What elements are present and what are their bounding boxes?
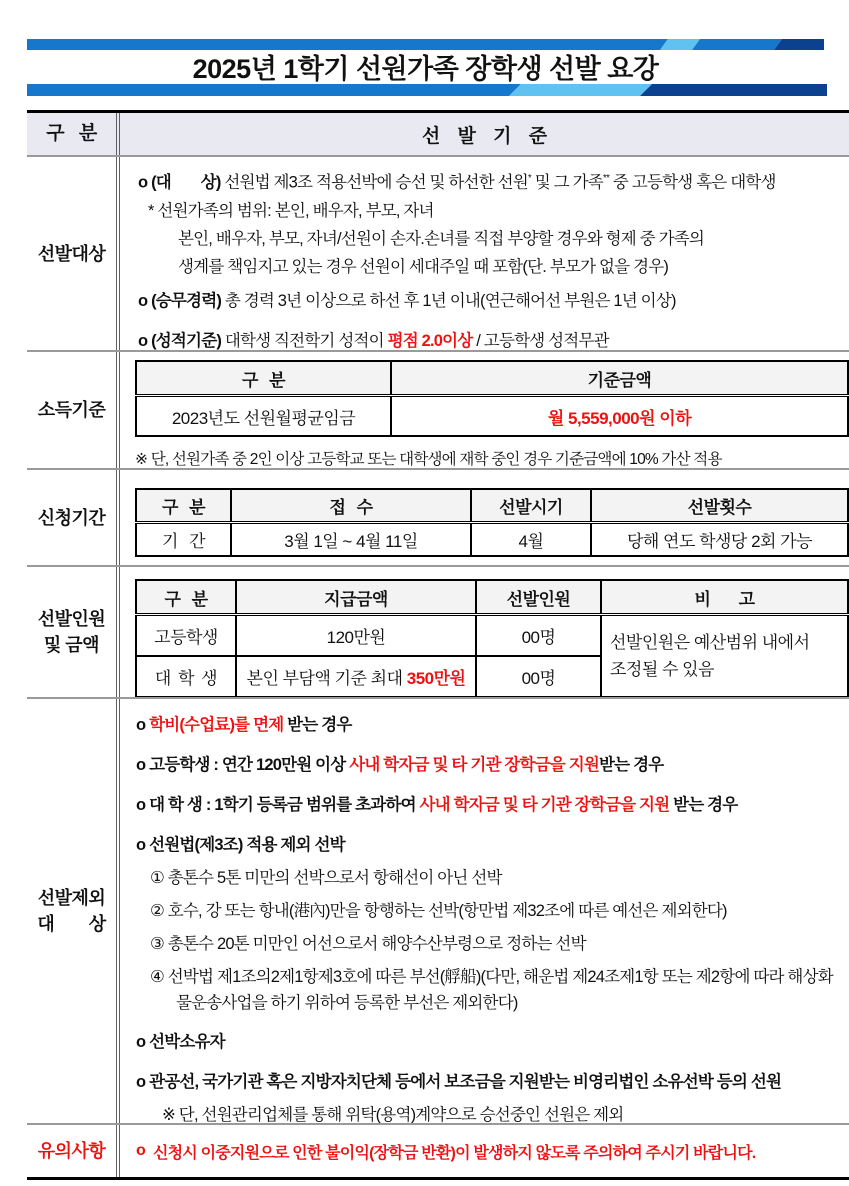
income-header-amount: 기준금액: [391, 361, 848, 396]
period-row-time: 4월: [471, 523, 591, 557]
period-row-category: 기 간: [136, 523, 231, 557]
period-table: [135, 488, 849, 557]
amount-header-payment: 지급금액: [236, 580, 476, 615]
row-amount-label-line2: 및 금액: [43, 635, 100, 655]
target-line1-bold: (대 상): [151, 173, 221, 192]
bullet: o: [136, 836, 146, 854]
period-header-time: 선발시기: [471, 489, 591, 523]
target-line5-text: 총 경력 3년 이상으로 하선 후 1년 이내(연근해어선 부원은 1년 이상): [221, 291, 676, 310]
target-line6: [138, 327, 849, 351]
amount-row2-payment-text: 본인 부담액 기준 최대: [246, 669, 407, 688]
header-category: 구 분: [27, 113, 120, 155]
exclusion-item-2: ② 호수, 강 또는 항내(港內)만을 항행하는 선박(항만법 제32조에 따른 예선은 제외한다): [150, 902, 727, 920]
exclusion-bullet-3: [136, 791, 849, 819]
amount-row1-count: 00명: [476, 615, 601, 657]
income-table: [135, 360, 849, 437]
bar-segment-navy: [640, 84, 827, 96]
exclusion-bullet-4: [136, 831, 849, 859]
row-exclusion-label-line1: 선발제외: [37, 888, 106, 908]
banner-bottom-bar: [27, 83, 827, 101]
amount-remark-line1: 선발인원은 예산범위 내에서: [610, 633, 810, 652]
bullet: o: [138, 291, 148, 310]
exclusion-item-4: ④ 선박법 제1조의2제1항제3호에 따른 부선(艀船)(다만, 해운법 제24조제1항 또는 제2항에 따라 해상화물운송사업을 하기 위하여 등록한 부선은 제외한다): [150, 968, 833, 1012]
bullet: o: [138, 331, 148, 350]
row-target-content: [120, 157, 849, 350]
row-income: [27, 350, 849, 468]
row-period-content: [120, 470, 849, 565]
row-exclusion: [27, 697, 849, 1123]
target-line1: [138, 165, 849, 197]
period-table-data-row: [136, 523, 848, 557]
footnote-mark2: **: [602, 173, 610, 184]
row-exclusion-label: [27, 699, 120, 1123]
amount-row2-category: 대 학 생: [136, 656, 236, 697]
row-exclusion-label-line2: 대 상: [37, 914, 106, 934]
amount-remark-line2: 조정될 수 있음: [610, 660, 714, 679]
exclusion-b3-tail: 받는 경우: [669, 796, 738, 814]
period-header-count: 선발횟수: [591, 489, 848, 523]
exclusion-b2-tail: 받는 경우: [599, 756, 664, 774]
row-period-label: 신청기간: [27, 470, 120, 565]
row-target-label: 선발대상: [27, 157, 120, 350]
target-line2: * 선원가족의 범위: 본인, 배우자, 부모, 자녀: [148, 201, 434, 220]
target-line5: [138, 287, 849, 315]
row-amount-label-line1: 선발인원: [37, 609, 106, 629]
exclusion-b6-head: 관공선, 국가기관 혹은 지방자치단체 등에서 보조금을 지원받는 비영리법인 소유선박 등의 선원: [149, 1073, 782, 1091]
exclusion-b5-head: 선박소유자: [149, 1033, 225, 1051]
bullet: o: [136, 716, 146, 734]
row-notice-label: 유의사항: [27, 1125, 120, 1177]
amount-row2-payment-red: 350만원: [406, 669, 466, 688]
exclusion-b1-tail: 받는 경우: [283, 716, 352, 734]
target-line4: 생계를 책임지고 있는 경우 선원이 세대주일 때 포함(단. 부모가 없을 경우): [178, 257, 669, 276]
period-header-receipt: 접 수: [231, 489, 471, 523]
amount-table-row-highschool: [136, 615, 848, 657]
amount-header-remark: 비 고: [601, 580, 848, 615]
target-line5-bold: (승무경력): [151, 291, 222, 310]
income-row-category: 2023년도 선원월평균임금: [136, 396, 391, 437]
amount-row2-payment: [236, 656, 476, 697]
exclusion-bullet-6: [136, 1068, 849, 1096]
exclusion-b3-head: 대 학 생 : 1학기 등록금 범위를 초과하여: [149, 796, 420, 814]
bar-segment-blue: [27, 84, 521, 96]
exclusion-bullet-5: [136, 1028, 849, 1056]
row-exclusion-content: [120, 699, 849, 1123]
bar-segment-lightblue: [509, 84, 652, 96]
criteria-table: [27, 110, 849, 1180]
period-header-category: 구 분: [136, 489, 231, 523]
row-period: [27, 468, 849, 565]
bullet: o: [136, 1073, 146, 1091]
bullet: o: [136, 1033, 146, 1051]
amount-header-count: 선발인원: [476, 580, 601, 615]
period-table-header-row: [136, 489, 848, 523]
row-notice-content: [120, 1125, 849, 1177]
exclusion-b6-note: ※ 단, 선원관리업체를 통해 위탁(용역)계약으로 승선중인 선원은 제외: [162, 1106, 624, 1123]
income-header-category: 구 분: [136, 361, 391, 396]
footnote-mark: *: [527, 173, 531, 184]
target-line3: 본인, 배우자, 부모, 자녀/선원이 손자.손녀를 직접 부양할 경우와 형제 중 가족의: [178, 229, 705, 248]
income-row-amount: 월 5,559,000원 이하: [391, 396, 848, 437]
period-row-receipt: 3월 1일 ~ 4월 11일: [231, 523, 471, 557]
row-target: [27, 155, 849, 350]
row-amount-label: [27, 567, 120, 697]
exclusion-bullet-1: [136, 711, 849, 739]
target-line1-text2: 및 그 가족: [531, 173, 603, 192]
amount-table: [135, 579, 849, 697]
income-table-header-row: [136, 361, 848, 396]
income-note: ※ 단, 선원가족 중 2인 이상 고등학교 또는 대학생에 재학 중인 경우 기준금액에 10% 가산 적용: [135, 451, 722, 468]
row-income-content: [120, 352, 849, 468]
page-title: 2025년 1학기 선원가족 장학생 선발 요강: [192, 54, 659, 84]
target-line6-bold: (성적기준): [151, 331, 222, 350]
row-amount-content: [120, 567, 849, 697]
header-criteria: 선 발 기 준: [421, 125, 548, 147]
target-line6-text2: / 고등학생 성적무관: [472, 331, 609, 350]
exclusion-b3-red: 사내 학자금 및 타 기관 장학금을 지원: [419, 796, 670, 814]
target-line6-text: 대학생 직전학기 성적이: [221, 331, 388, 350]
amount-row2-count: 00명: [476, 656, 601, 697]
target-line1-text3: 중 고등학생 혹은 대학생: [609, 173, 776, 192]
notice-text: 신청시 이중지원으로 인한 불이익(장학금 반환)이 발생하지 않도록 주의하여 주시기 바랍니다.: [152, 1144, 756, 1162]
bullet: o: [136, 756, 146, 774]
bullet: o: [138, 173, 148, 192]
target-line1-text: 선원법 제3조 적용선박에 승선 및 하선한 선원: [220, 173, 528, 192]
exclusion-item-3: ③ 총톤수 20톤 미만인 어선으로서 해양수산부령으로 정하는 선박: [150, 935, 586, 953]
target-line6-red: 평점 2.0이상: [387, 331, 473, 350]
amount-row1-category: 고등학생: [136, 615, 236, 657]
exclusion-b4-head: 선원법(제3조) 적용 제외 선박: [149, 836, 345, 854]
amount-remark-cell: [601, 615, 848, 698]
exclusion-item-1: ① 총톤수 5톤 미만의 선박으로서 항해선이 아닌 선박: [150, 869, 502, 887]
exclusion-bullet-2: [136, 751, 849, 779]
period-row-count: 당해 연도 학생당 2회 가능: [591, 523, 848, 557]
row-notice: [27, 1123, 849, 1177]
bullet: o: [136, 796, 146, 814]
row-income-label: 소득기준: [27, 352, 120, 468]
amount-header-category: 구 분: [136, 580, 236, 615]
exclusion-b2-head: 고등학생 : 연간 120만원 이상: [149, 756, 350, 774]
row-amount: [27, 565, 849, 697]
amount-row1-payment: 120만원: [236, 615, 476, 657]
exclusion-b1-red: 학비(수업료)를 면제: [149, 716, 284, 734]
bullet: o: [136, 1142, 145, 1159]
banner-bottom-bar-graphic: [27, 84, 827, 96]
amount-table-header-row: [136, 580, 848, 615]
exclusion-b2-red: 사내 학자금 및 타 기관 장학금을 지원: [349, 756, 600, 774]
income-table-data-row: [136, 396, 848, 437]
table-header-row: [27, 113, 849, 155]
